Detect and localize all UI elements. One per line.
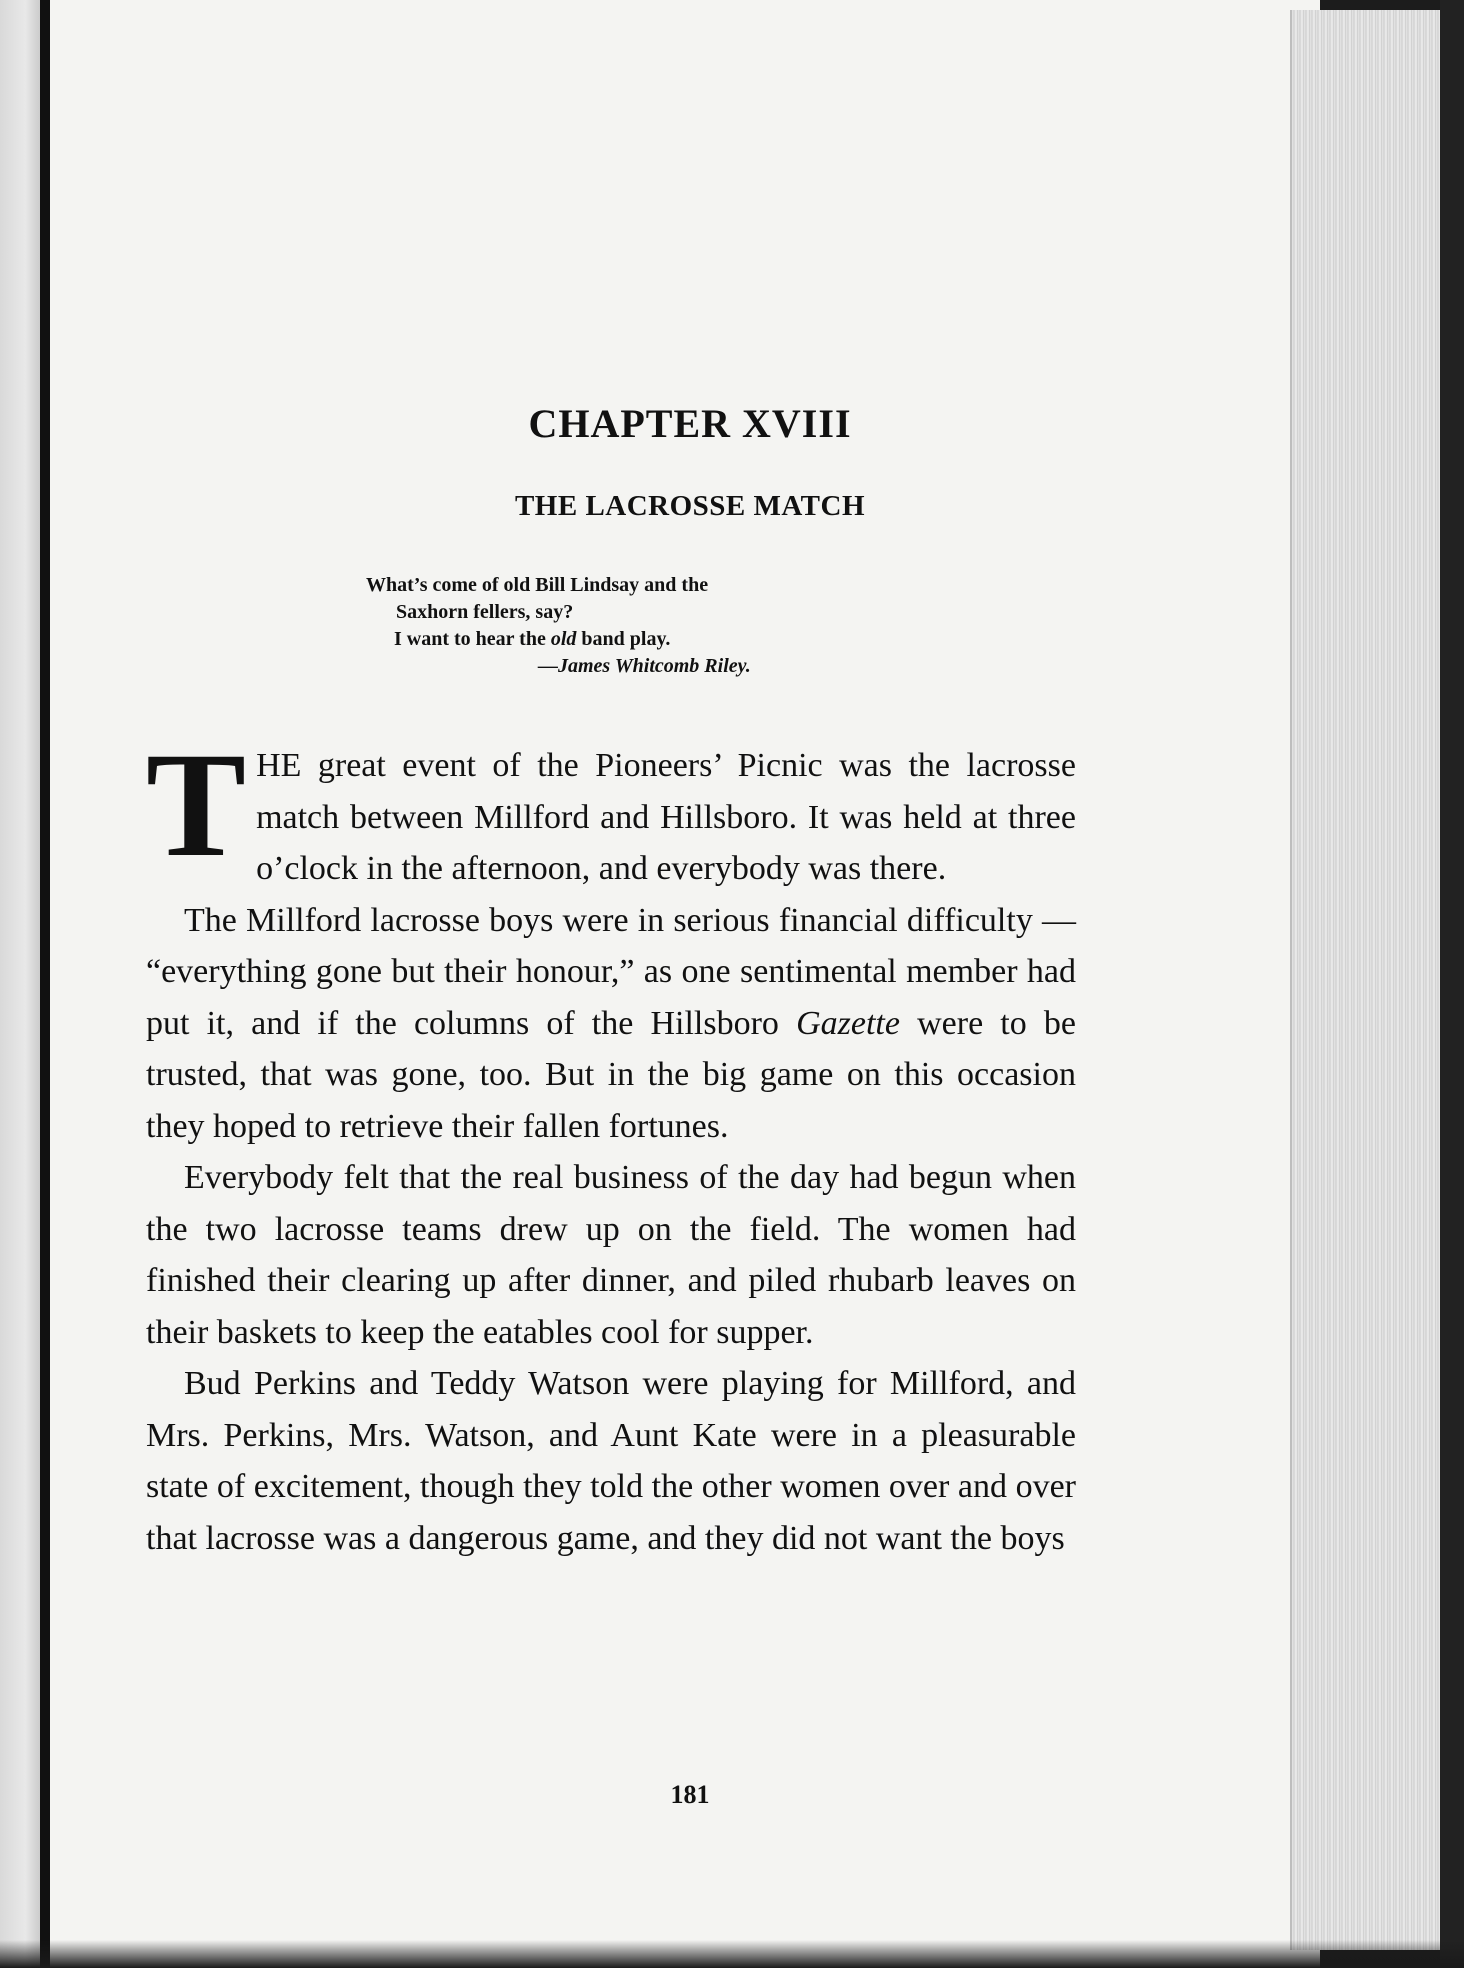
paragraph (146, 895, 1076, 1153)
book-gutter (40, 0, 50, 1968)
scan-border-bottom (0, 1940, 1464, 1968)
epigraph-attribution: —James Whitcomb Riley. (538, 655, 751, 677)
epigraph-emphasis: old (550, 628, 577, 650)
paragraph-text: HE great event of the Pioneers’ Picnic was the lacrosse match between Millford and Hillsboro. It was held at three o’clock in the afternoon, and everybody was there. (256, 747, 1076, 887)
paragraph: Bud Perkins and Teddy Watson were playing for Millford, and Mrs. Perkins, Mrs. Watson, and Aunt Kate were in a pleasurable state of excitement, though they told the other women over and over that lacrosse was a dangerous game, and they did not want the boys (146, 1365, 1076, 1557)
newspaper-title: Gazette (796, 1004, 900, 1042)
epigraph-text: I want to hear the (394, 628, 551, 650)
drop-cap: T (146, 722, 247, 888)
chapter-title: THE LACROSSE MATCH (514, 490, 866, 522)
chapter-body (146, 722, 1076, 1564)
epigraph-text: band play. (576, 628, 671, 650)
paragraph-text: The Millford lacrosse boys were in serious financial difficulty — “everything gone but their honour,” as one sentimental member had put it, and if the columns of the Hillsboro (146, 901, 1076, 1042)
page-edges (1290, 10, 1442, 1950)
paragraph-text: were to be trusted, that was gone, too. But in the big game on this occasion they hoped to retrieve their fallen fortunes. (146, 1004, 1076, 1145)
paragraph (146, 722, 1076, 895)
epigraph-line (366, 626, 866, 653)
chapter-number: CHAPTER XVIII (528, 401, 852, 446)
epigraph (366, 572, 866, 680)
left-page-edge (0, 0, 42, 1968)
scan-border-right (1440, 0, 1464, 1968)
epigraph-line: Saxhorn fellers, say? (396, 601, 574, 623)
epigraph-line: What’s come of old Bill Lindsay and the (366, 574, 709, 596)
paragraph: Everybody felt that the real business of the day had begun when the two lacrosse teams drew up on the field. The women had finished their clearing up after dinner, and piled rhubarb leaves on their baskets to keep the eatables cool for supper. (146, 1159, 1076, 1351)
page-number: 181 (670, 1780, 710, 1809)
